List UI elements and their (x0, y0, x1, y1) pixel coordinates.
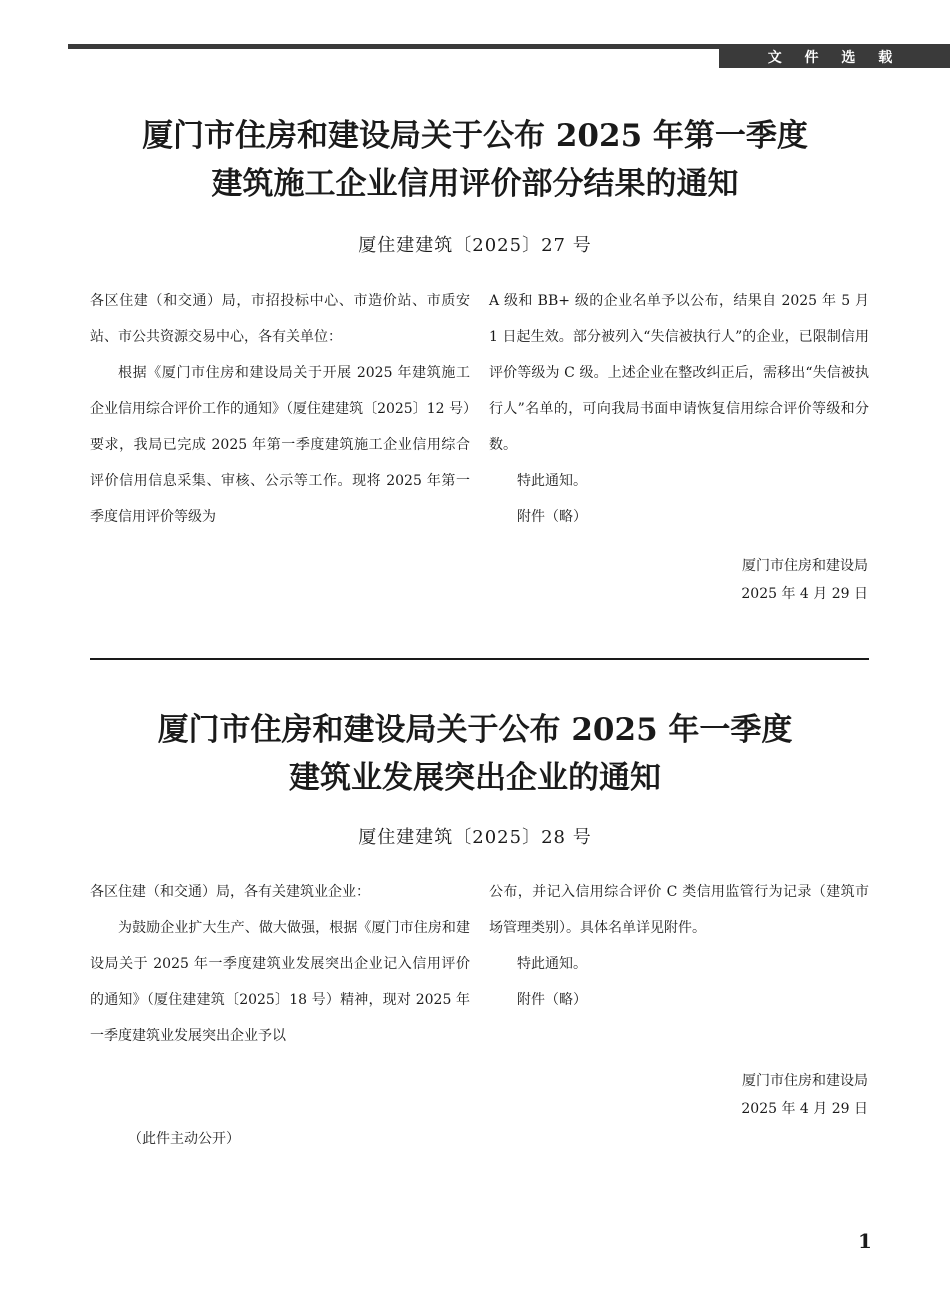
notice2-body-paragraph: 为鼓励企业扩大生产、做大做强，根据《厦门市住房和建设局关于 2025 年一季度建筑业发展突出企业记入信用评价的通知》（厦住建建筑〔2025〕18 号）精神，现对 2025 年一季度建筑业发展突出企业予以 (90, 920, 470, 1044)
notice2-title-line1: 厦门市住房和建设局关于公布 2025 年一季度 (157, 712, 793, 748)
notice2-date: 2025 年 4 月 29 日 (741, 1101, 868, 1117)
notice1-signature (568, 552, 868, 608)
notice2-closing: 特此通知。 (517, 956, 587, 972)
notice2-signature (568, 1067, 868, 1123)
notice2-issuer: 厦门市住房和建设局 (742, 1073, 868, 1089)
notice1-doc-number: 厦住建建筑〔2025〕27 号 (358, 235, 592, 256)
notice1-attachment: 附件（略） (517, 509, 587, 525)
notice1-title-line2: 建筑施工企业信用评价部分结果的通知 (211, 166, 739, 202)
notice2-left-column (90, 874, 470, 1054)
notice1-date: 2025 年 4 月 29 日 (741, 586, 868, 602)
notice2-doc-number: 厦住建建筑〔2025〕28 号 (358, 827, 592, 848)
notice1-closing: 特此通知。 (517, 473, 587, 489)
disclosure-note: （此件主动公开） (128, 1131, 240, 1147)
section-tag: 文 件 选 载 (719, 49, 950, 68)
notice1-body-continued: A 级和 BB+ 级的企业名单予以公布，结果自 2025 年 5 月 1 日起生效。部分被列入“失信被执行人”的企业，已限制信用评价等级为 C 级。上述企业在整改纠正后，需移出“失信被执行人”名单的，可向我局书面申请恢复信用综合评价等级和分数。 (489, 293, 869, 453)
notice1-issuer: 厦门市住房和建设局 (742, 558, 868, 574)
notice1-salutation: 各区住建（和交通）局，市招投标中心、市造价站、市质安站、市公共资源交易中心，各有关单位： (90, 293, 470, 345)
section-divider (90, 658, 869, 660)
notice2-right-column (489, 874, 869, 1018)
notice2-title-line2: 建筑业发展突出企业的通知 (289, 760, 661, 796)
page-number: 1 (858, 1229, 872, 1253)
notice1-title-line1: 厦门市住房和建设局关于公布 2025 年第一季度 (142, 118, 808, 154)
notice1-title (60, 112, 890, 208)
notice1-left-column (90, 283, 470, 535)
notice2-title (60, 706, 890, 802)
notice2-attachment: 附件（略） (517, 992, 587, 1008)
notice1-right-column (489, 283, 869, 535)
notice2-salutation: 各区住建（和交通）局，各有关建筑业企业： (90, 884, 370, 900)
notice2-body-continued: 公布，并记入信用综合评价 C 类信用监管行为记录（建筑市场管理类别）。具体名单详见附件。 (489, 884, 869, 936)
notice1-body-paragraph: 根据《厦门市住房和建设局关于开展 2025 年建筑施工企业信用综合评价工作的通知》（厦住建建筑〔2025〕12 号）要求，我局已完成 2025 年第一季度建筑施工企业信用综合评价信用信息采集、审核、公示等工作。现将 2025 年第一季度信用评价等级为 (90, 365, 470, 525)
